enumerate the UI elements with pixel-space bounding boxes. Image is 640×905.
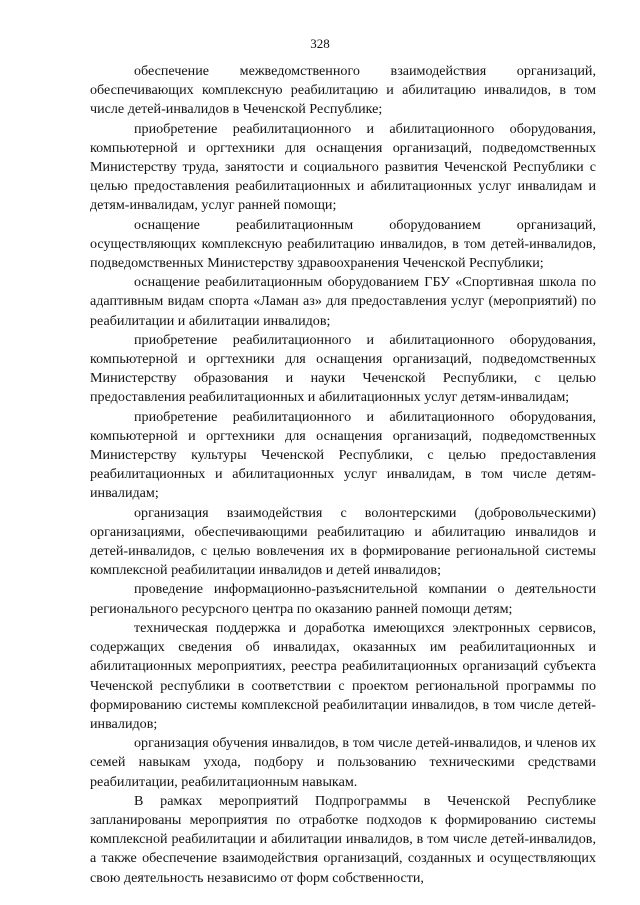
paragraph-10: организация обучения инвалидов, в том числе детей-инвалидов, и членов их семей навыкам ухода, подбору и пользованию техническими средствами реабилитации, реабилитационным навыкам. <box>90 735 596 790</box>
paragraph-6: приобретение реабилитационного и абилитационного оборудования, компьютерной и оргтехники для оснащения организаций, подведомственных Министерству культуры Чеченской Республики, с целью предоставления реабилитационных и абилитационных услуг инвалидам, в том числе детям-инвалидам; <box>90 408 596 502</box>
paragraph-2: приобретение реабилитационного и абилитационного оборудования, компьютерной и оргтехники для оснащения организаций, подведомственных Министерству труда, занятости и социального развития Чеченской Республики с целью предоставления реабилитационных и абилитационных услуг инвалидам и детям-инвалидам, услуг ранней помощи; <box>90 120 596 214</box>
paragraph-4: оснащение реабилитационным оборудованием ГБУ «Спортивная школа по адаптивным видам спорта «Ламан аз» для предоставления услуг (мероприятий) по реабилитации и абилитации инвалидов; <box>90 274 596 329</box>
paragraph-5: приобретение реабилитационного и абилитационного оборудования, компьютерной и оргтехники для оснащения организаций, подведомственных Министерству образования и науки Чеченской Республики, с целью предоставления реабилитационных и абилитационных услуг детям-инвалидам; <box>90 331 596 406</box>
paragraph-11: В рамках мероприятий Подпрограммы в Чеченской Республике запланированы мероприятия по отработке подходов к формированию системы комплексной реабилитации и абилитации инвалидов, в том числе детей-инвалидов, а также обеспечение взаимодействия организаций, созданных и осуществляющих свою деятельность независимо от форм собственности, <box>90 792 596 886</box>
paragraph-3: оснащение реабилитационным оборудованием организаций, осуществляющих комплексную реабилитацию инвалидов, в том детей-инвалидов, подведомственных Министерству здравоохранения Чеченской Республики; <box>90 216 596 272</box>
paragraph-8: проведение информационно-разъяснительной компании о деятельности регионального ресурсного центра по оказанию ранней помощи детям; <box>90 581 596 617</box>
paragraph-9: техническая поддержка и доработка имеющихся электронных сервисов, содержащих сведения об инвалидах, оказанных им реабилитационных и абилитационных мероприятиях, реестра реабилитационных организаций субъекта Чеченской республики в соответствии с проектом региональной программы по формированию системы комплексной реабилитации инвалидов, в том числе детей-инвалидов; <box>90 619 596 732</box>
paragraph-1: обеспечение межведомственного взаимодействия организаций, обеспечивающих комплексную реабилитацию и абилитацию инвалидов, в том числе детей-инвалидов в Чеченской Республике; <box>90 63 596 118</box>
paragraph-7: организация взаимодействия с волонтерскими (добровольческими) организациями, обеспечивающими реабилитацию и абилитацию инвалидов и детей-инвалидов, с целью вовлечения их в формирование региональной системы комплексной реабилитации инвалидов и детей инвалидов; <box>90 504 596 579</box>
document-body <box>90 62 596 888</box>
page-number: 328 <box>310 36 330 51</box>
